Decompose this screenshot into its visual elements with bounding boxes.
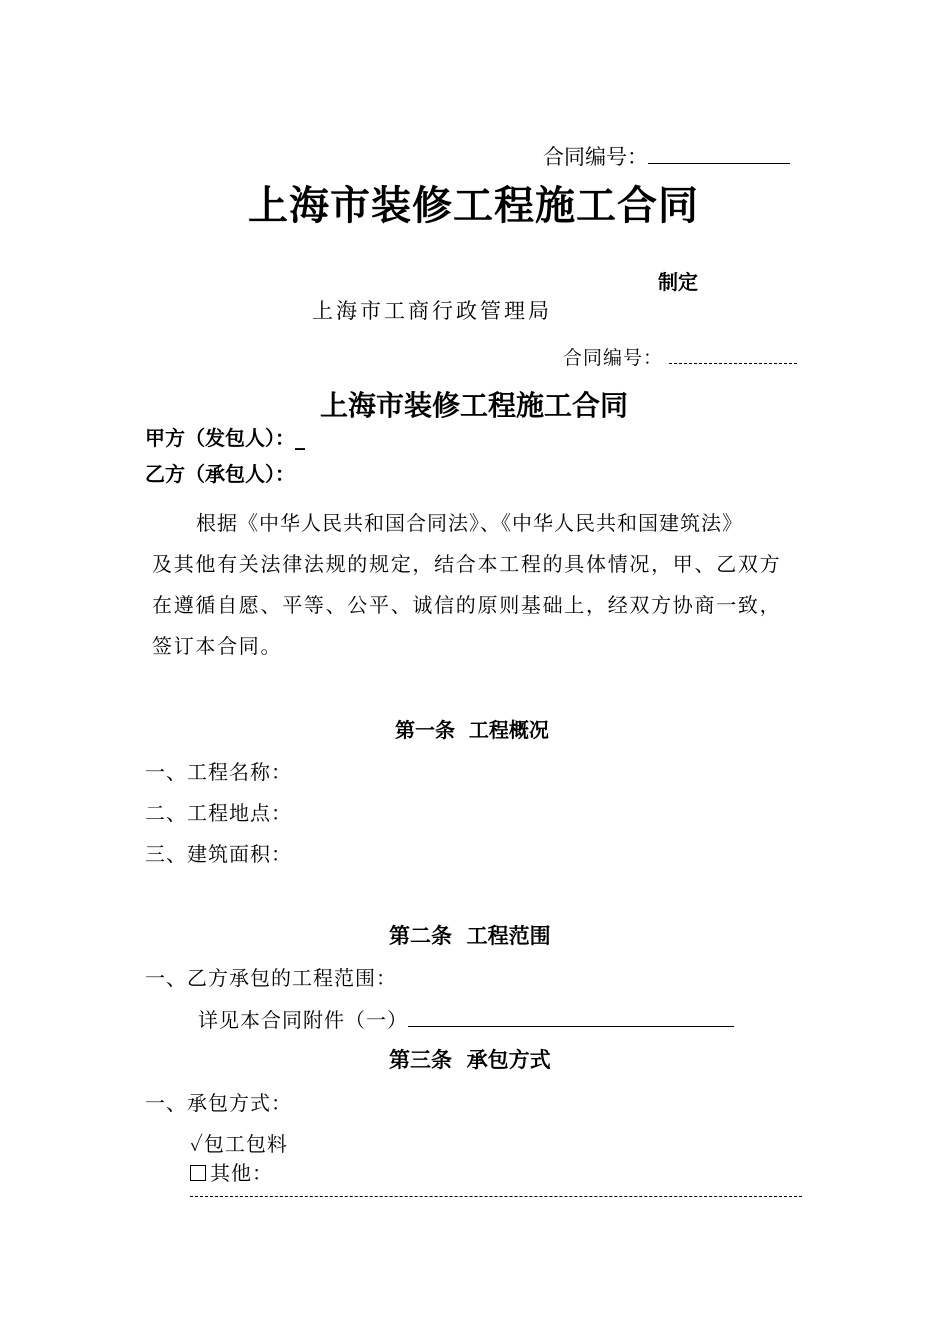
article-2-heading: 第二条 工程范围 bbox=[389, 924, 551, 948]
preamble-line-1: 根据《中华人民共和国合同法》、《中华人民共和国建筑法》 bbox=[196, 511, 743, 535]
party-a-label: 甲方（发包人）： bbox=[145, 426, 295, 450]
article-1-item-area: 三、建筑面积： bbox=[145, 842, 292, 866]
cover-contract-no-blank bbox=[648, 143, 790, 164]
article-1-item-location: 二、工程地点： bbox=[145, 801, 292, 825]
article-1-item-name: 一、工程名称： bbox=[145, 760, 292, 784]
empty-checkbox-icon bbox=[190, 1165, 206, 1181]
check-mark-icon: ✓ bbox=[190, 1132, 204, 1156]
cover-contract-no-label: 合同编号： bbox=[543, 145, 648, 169]
article-3-heading: 第三条 承包方式 bbox=[389, 1048, 551, 1072]
contract-no-blank bbox=[669, 347, 797, 364]
option-other-label: 其他： bbox=[210, 1161, 273, 1185]
option-other bbox=[190, 1157, 273, 1186]
cover-title: 上海市装修工程施工合同 bbox=[248, 183, 699, 229]
option-other-blank-line bbox=[190, 1196, 802, 1197]
preamble-line-4: 签订本合同。 bbox=[152, 634, 283, 658]
contract-title: 上海市装修工程施工合同 bbox=[320, 389, 629, 422]
contract-no-label: 合同编号： bbox=[563, 347, 664, 369]
article-1-heading: 第一条 工程概况 bbox=[395, 718, 549, 742]
option-contract-labor-materials bbox=[190, 1128, 288, 1157]
preamble-line-2: 及其他有关法律法规的规定，结合本工程的具体情况，甲、乙双方 bbox=[152, 552, 782, 576]
option-checked-label: 包工包料 bbox=[203, 1132, 288, 1156]
party-b: 乙方（承包人）： bbox=[145, 462, 295, 486]
cover-issuer: 上海市工商行政管理局 bbox=[312, 299, 552, 323]
party-a-value: _ bbox=[295, 426, 305, 450]
contract-no bbox=[563, 343, 797, 370]
article-2-detail-text: 详见本合同附件（一） bbox=[198, 1008, 408, 1032]
preamble-line-3: 在遵循自愿、平等、公平、诚信的原则基础上，经双方协商一致， bbox=[152, 593, 782, 617]
article-2-detail bbox=[198, 1004, 734, 1033]
article-2-item: 一、乙方承包的工程范围： bbox=[145, 966, 397, 990]
party-a bbox=[145, 422, 305, 451]
cover-contract-no bbox=[543, 141, 790, 171]
cover-made-by: 制定 bbox=[658, 270, 698, 294]
article-2-detail-blank bbox=[408, 1008, 734, 1027]
article-3-item: 一、承包方式： bbox=[145, 1091, 292, 1115]
